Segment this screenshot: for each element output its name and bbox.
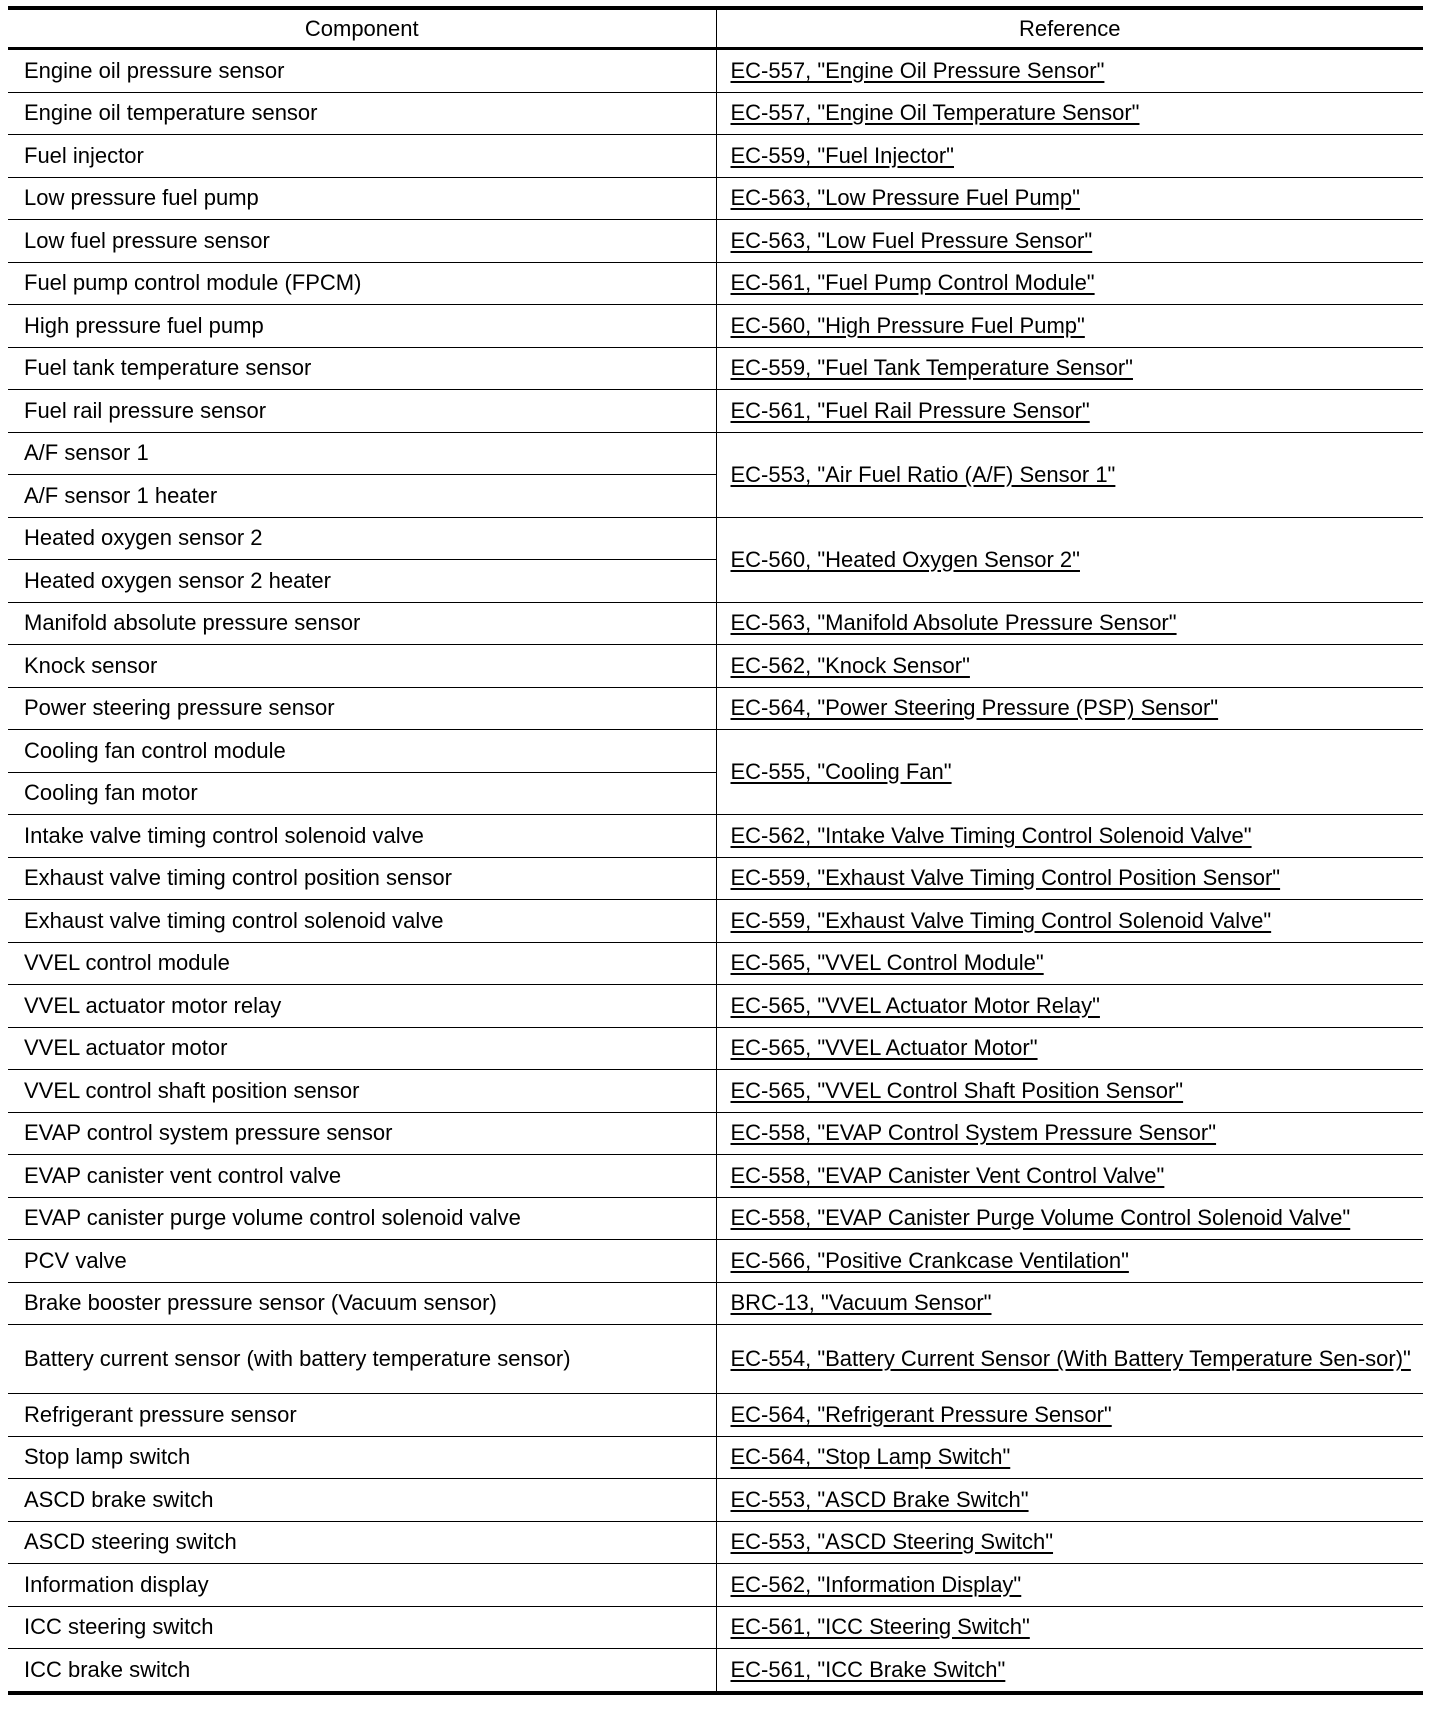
reference-cell: [716, 602, 1423, 645]
reference-link[interactable]: EC-564, "Power Steering Pressure (PSP) Sensor": [730, 695, 1219, 721]
component-cell: Knock sensor: [8, 645, 716, 688]
table-row: [8, 262, 1423, 305]
component-cell: High pressure fuel pump: [8, 305, 716, 348]
reference-link[interactable]: EC-559, "Fuel Tank Temperature Sensor": [730, 355, 1133, 381]
reference-cell: [716, 1112, 1423, 1155]
reference-cell: [716, 1240, 1423, 1283]
table-row: [8, 985, 1423, 1028]
reference-cell: [716, 305, 1423, 348]
component-cell: Fuel injector: [8, 135, 716, 178]
reference-cell: [716, 687, 1423, 730]
reference-link[interactable]: BRC-13, "Vacuum Sensor": [730, 1290, 992, 1316]
reference-cell: [716, 1282, 1423, 1325]
reference-link[interactable]: EC-557, "Engine Oil Temperature Sensor": [730, 100, 1140, 126]
table-row: [8, 49, 1423, 93]
component-cell: Stop lamp switch: [8, 1436, 716, 1479]
table-row: [8, 1027, 1423, 1070]
component-cell: ICC steering switch: [8, 1606, 716, 1649]
reference-link[interactable]: EC-560, "Heated Oxygen Sensor 2": [730, 546, 1080, 572]
document-page: [8, 6, 1423, 1695]
reference-link[interactable]: EC-558, "EVAP Control System Pressure Sensor": [730, 1120, 1217, 1146]
table-row: [8, 432, 1423, 475]
reference-cell: [716, 1155, 1423, 1198]
component-cell: Manifold absolute pressure sensor: [8, 602, 716, 645]
table-row: [8, 857, 1423, 900]
reference-cell: [716, 1649, 1423, 1693]
reference-cell: [716, 49, 1423, 93]
reference-cell: [716, 815, 1423, 858]
table-row: [8, 942, 1423, 985]
table-row: [8, 1155, 1423, 1198]
component-cell: Exhaust valve timing control position sensor: [8, 857, 716, 900]
table-row: [8, 347, 1423, 390]
component-cell: Brake booster pressure sensor (Vacuum sensor): [8, 1282, 716, 1325]
reference-link[interactable]: EC-559, "Exhaust Valve Timing Control Solenoid Valve": [730, 907, 1272, 933]
table-row: [8, 517, 1423, 560]
component-cell: PCV valve: [8, 1240, 716, 1283]
reference-cell: [716, 1479, 1423, 1522]
component-cell: EVAP control system pressure sensor: [8, 1112, 716, 1155]
table-row: [8, 730, 1423, 773]
reference-cell: [716, 1070, 1423, 1113]
reference-cell: [716, 1606, 1423, 1649]
table-header-row: [8, 8, 1423, 49]
reference-cell: [716, 135, 1423, 178]
component-cell: Fuel rail pressure sensor: [8, 390, 716, 433]
component-cell: ASCD steering switch: [8, 1521, 716, 1564]
reference-cell: [716, 177, 1423, 220]
table-row: [8, 1606, 1423, 1649]
table-row: [8, 305, 1423, 348]
reference-cell: [716, 857, 1423, 900]
reference-cell: [716, 730, 1423, 815]
reference-cell: [716, 1394, 1423, 1437]
component-cell: VVEL control module: [8, 942, 716, 985]
reference-link[interactable]: EC-559, "Fuel Injector": [730, 142, 954, 168]
column-header-component: Component: [8, 8, 716, 49]
table-row: [8, 135, 1423, 178]
reference-cell: [716, 390, 1423, 433]
table-row: [8, 815, 1423, 858]
component-cell: Low fuel pressure sensor: [8, 220, 716, 263]
component-reference-table: [8, 6, 1423, 1695]
table-row: [8, 1282, 1423, 1325]
column-header-reference: Reference: [716, 8, 1423, 49]
table-row: [8, 645, 1423, 688]
component-cell: Fuel tank temperature sensor: [8, 347, 716, 390]
component-cell: VVEL control shaft position sensor: [8, 1070, 716, 1113]
component-cell: Information display: [8, 1564, 716, 1607]
reference-link[interactable]: EC-563, "Manifold Absolute Pressure Sensor": [730, 610, 1177, 636]
table-row: [8, 1070, 1423, 1113]
table-row: [8, 1649, 1423, 1693]
reference-cell: [716, 1197, 1423, 1240]
reference-cell: [716, 347, 1423, 390]
component-cell: Heated oxygen sensor 2: [8, 517, 716, 560]
component-cell: VVEL actuator motor relay: [8, 985, 716, 1028]
component-cell: Cooling fan motor: [8, 772, 716, 815]
component-cell: Battery current sensor (with battery temperature sensor): [8, 1325, 716, 1394]
component-cell: A/F sensor 1 heater: [8, 475, 716, 518]
reference-cell: [716, 1564, 1423, 1607]
reference-link[interactable]: EC-562, "Information Display": [730, 1571, 1022, 1597]
reference-link[interactable]: EC-554, "Battery Current Sensor (With Battery Temperature Sen-sor)": [730, 1346, 1411, 1371]
reference-link[interactable]: EC-561, "Fuel Pump Control Module": [730, 270, 1095, 296]
component-cell: Exhaust valve timing control solenoid valve: [8, 900, 716, 943]
reference-link[interactable]: EC-565, "VVEL Actuator Motor Relay": [730, 992, 1100, 1018]
component-cell: Power steering pressure sensor: [8, 687, 716, 730]
reference-link[interactable]: EC-565, "VVEL Control Shaft Position Sensor": [730, 1077, 1184, 1103]
reference-link[interactable]: EC-560, "High Pressure Fuel Pump": [730, 312, 1085, 338]
component-cell: Engine oil pressure sensor: [8, 49, 716, 93]
reference-cell: [716, 220, 1423, 263]
reference-link[interactable]: EC-563, "Low Pressure Fuel Pump": [730, 185, 1080, 211]
table-row: [8, 900, 1423, 943]
component-cell: Intake valve timing control solenoid valve: [8, 815, 716, 858]
reference-cell: [716, 1027, 1423, 1070]
reference-link[interactable]: EC-558, "EVAP Canister Purge Volume Control Solenoid Valve": [730, 1205, 1351, 1231]
component-cell: Fuel pump control module (FPCM): [8, 262, 716, 305]
reference-link[interactable]: EC-557, "Engine Oil Pressure Sensor": [730, 57, 1105, 83]
reference-link[interactable]: EC-561, "Fuel Rail Pressure Sensor": [730, 397, 1090, 423]
reference-cell: [716, 942, 1423, 985]
reference-cell: [716, 1521, 1423, 1564]
reference-link[interactable]: EC-564, "Stop Lamp Switch": [730, 1444, 1011, 1470]
reference-link[interactable]: EC-562, "Knock Sensor": [730, 652, 970, 678]
reference-link[interactable]: EC-553, "ASCD Brake Switch": [730, 1486, 1029, 1512]
reference-link[interactable]: EC-564, "Refrigerant Pressure Sensor": [730, 1401, 1112, 1427]
component-cell: Heated oxygen sensor 2 heater: [8, 560, 716, 603]
table-row: [8, 177, 1423, 220]
table-row: [8, 1564, 1423, 1607]
component-cell: Refrigerant pressure sensor: [8, 1394, 716, 1437]
reference-link[interactable]: EC-562, "Intake Valve Timing Control Solenoid Valve": [730, 822, 1252, 848]
reference-link[interactable]: EC-561, "ICC Steering Switch": [730, 1614, 1030, 1640]
reference-cell: [716, 900, 1423, 943]
table-row: [8, 1112, 1423, 1155]
reference-link[interactable]: EC-565, "VVEL Control Module": [730, 950, 1044, 976]
table-row: [8, 390, 1423, 433]
reference-link[interactable]: EC-566, "Positive Crankcase Ventilation": [730, 1247, 1129, 1273]
component-cell: ASCD brake switch: [8, 1479, 716, 1522]
reference-cell: [716, 517, 1423, 602]
component-cell: EVAP canister purge volume control solenoid valve: [8, 1197, 716, 1240]
table-row: [8, 1394, 1423, 1437]
table-row: [8, 92, 1423, 135]
reference-cell: [716, 262, 1423, 305]
table-row: [8, 1197, 1423, 1240]
component-cell: Low pressure fuel pump: [8, 177, 716, 220]
reference-link[interactable]: EC-555, "Cooling Fan": [730, 759, 952, 784]
reference-link[interactable]: EC-553, "ASCD Steering Switch": [730, 1529, 1054, 1555]
reference-cell: [716, 1436, 1423, 1479]
reference-cell: [716, 92, 1423, 135]
table-row: [8, 602, 1423, 645]
reference-link[interactable]: EC-558, "EVAP Canister Vent Control Valve": [730, 1162, 1165, 1188]
reference-link[interactable]: EC-561, "ICC Brake Switch": [730, 1656, 1006, 1682]
component-cell: ICC brake switch: [8, 1649, 716, 1693]
table-row: [8, 1325, 1423, 1394]
reference-link[interactable]: EC-559, "Exhaust Valve Timing Control Position Sensor": [730, 865, 1281, 891]
table-row: [8, 687, 1423, 730]
table-row: [8, 1436, 1423, 1479]
table-row: [8, 220, 1423, 263]
reference-link[interactable]: EC-565, "VVEL Actuator Motor": [730, 1035, 1038, 1061]
reference-cell: [716, 645, 1423, 688]
table-row: [8, 1479, 1423, 1522]
table-row: [8, 1521, 1423, 1564]
reference-cell: [716, 985, 1423, 1028]
component-cell: Cooling fan control module: [8, 730, 716, 773]
component-cell: EVAP canister vent control valve: [8, 1155, 716, 1198]
reference-link[interactable]: EC-563, "Low Fuel Pressure Sensor": [730, 227, 1093, 253]
reference-link[interactable]: EC-553, "Air Fuel Ratio (A/F) Sensor 1": [730, 461, 1116, 487]
component-cell: VVEL actuator motor: [8, 1027, 716, 1070]
table-row: [8, 1240, 1423, 1283]
component-cell: Engine oil temperature sensor: [8, 92, 716, 135]
reference-cell: [716, 1325, 1423, 1394]
reference-cell: [716, 432, 1423, 517]
component-cell: A/F sensor 1: [8, 432, 716, 475]
